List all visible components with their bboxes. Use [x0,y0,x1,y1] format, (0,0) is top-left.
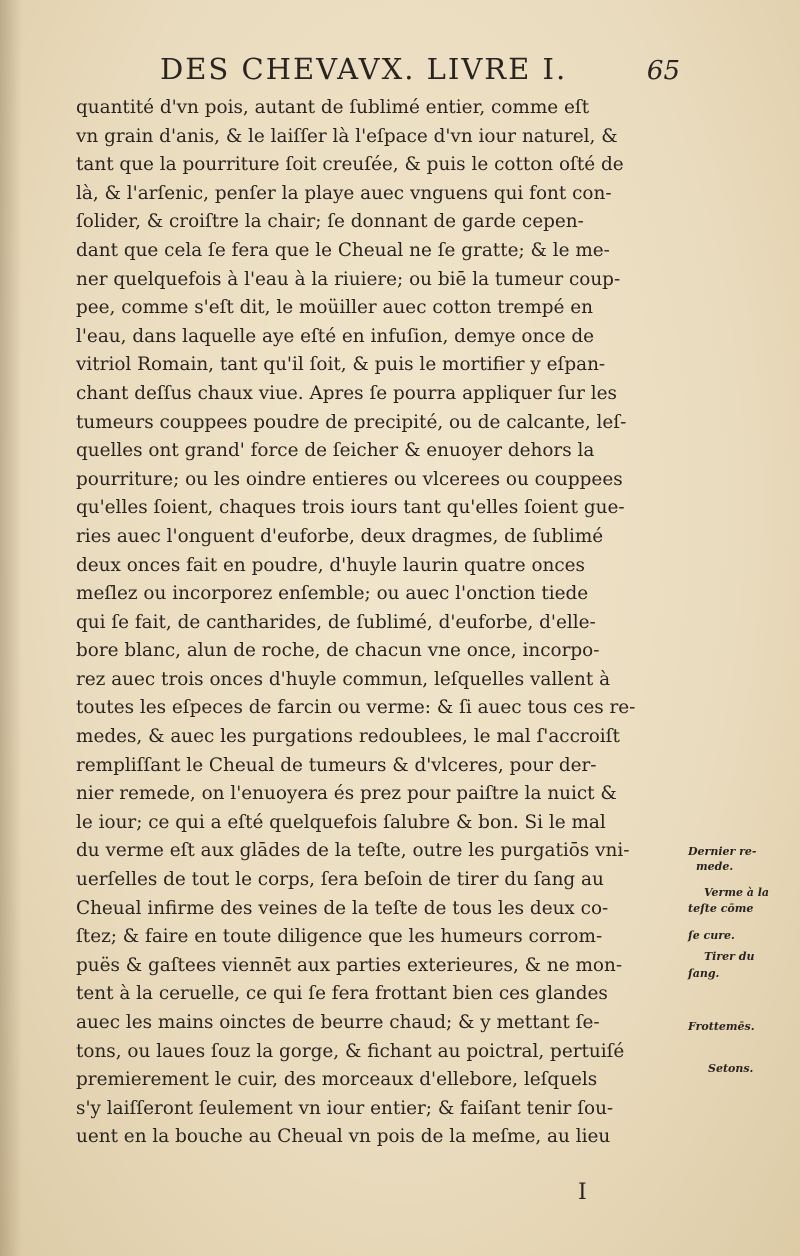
text-line: pee, comme s'eſt dit, le moüiller auec cotton trempé en [76,297,593,319]
text-line: tons, ou laues ſouz la gorge, & fichant au poictral, pertuiſé [76,1040,625,1062]
text-line: puës & gaſtees viennēt aux parties exterieures, & ne mon- [76,954,623,976]
text-line: rempliſſant le Cheual de tumeurs & d'vlceres, pour der- [76,754,597,776]
text-line: uent en la bouche au Cheual vn pois de la meſme, au lieu [76,1126,611,1148]
text-line: quantité d'vn pois, autant de ſublimé entier, comme eſt [76,97,590,118]
text-line: pourriture; ou les oindre entieres ou vlcerees ou couppees [76,468,623,490]
text-line: nier remede, on l'enuoyera és prez pour paiſtre la nuict & [76,783,617,805]
text-line: ner quelquefois à l'eau à la riuiere; ou biē la tumeur coup- [76,268,621,290]
text-line: vn grain d'anis, & le laiſſer là l'eſpace d'vn iour naturel, & [76,125,618,147]
margin-note-dernier-remede: Dernier re- [688,845,757,858]
text-line: rez auec trois onces d'huyle commun, leſquelles vallent à [76,668,611,690]
text-line: s'y laiſſeront ſeulement vn iour entier; & faiſant tenir ſou- [76,1097,614,1119]
text-line: qui ſe fait, de cantharides, de ſublimé, d'euforbe, d'elle- [76,611,596,633]
body-text [76,94,684,1152]
page-number: 65 [646,56,680,86]
text-line: meſlez ou incorporez enſemble; ou auec l'onction tiede [76,583,589,605]
text-line: tant que la pourriture ſoit creuſée, & puis le cotton oſté de [76,154,624,176]
text-line: ſtez; & faire en toute diligence que les humeurs corrom- [76,926,603,948]
text-line: ries auec l'onguent d'euforbe, deux dragmes, de ſublimé [76,525,604,547]
margin-note-setons: Setons. [708,1062,754,1075]
text-line: Cheual infirme des veines de la teſte de tous les deux co- [76,897,609,919]
text-line: medes, & auec les purgations redoublees, le mal ſ'accroiſt [76,726,620,748]
signature-mark: I [578,1180,587,1205]
margin-note-verme: Verme à la [704,886,770,899]
margin-note-dernier-remede-cont: mede. [696,860,734,873]
text-line: bore blanc, alun de roche, de chacun vne once, incorpo- [76,640,600,662]
text-line: du verme eſt aux glādes de la teſte, outre les purgatiōs vni- [76,840,630,862]
text-line: uerſelles de tout le corps, ſera beſoin de tirer du ſang au [76,869,604,891]
running-head: DES CHEVAVX. LIVRE I. [160,52,568,86]
text-line: qu'elles ſoient, chaques trois iours tant qu'elles ſoient gue- [76,497,625,519]
text-line: quelles ont grand' force de ſeicher & enuoyer dehors la [76,440,595,462]
text-line: le iour; ce qui a eſté quelquefois ſalubre & bon. Si le mal [76,811,606,833]
text-line: vitriol Romain, tant qu'il ſoit, & puis le mortifier y eſpan- [76,354,606,376]
margin-note-frottemens: Frottemēs. [688,1020,755,1033]
margin-note-sang: ſang. [688,967,720,980]
text-line: ſolider, & croiſtre la chair; ſe donnant de garde cepen- [76,211,584,233]
text-line: toutes les eſpeces de farcin ou verme: & ſi auec tous ces re- [76,697,636,719]
text-line: chant deſſus chaux viue. Apres ſe pourra appliquer ſur les [76,382,617,404]
text-line: l'eau, dans laquelle aye eſté en infuſion, demye once de [76,325,594,347]
text-line: tent à la ceruelle, ce qui ſe fera frottant bien ces glandes [76,983,608,1005]
margin-note-se-cure: ſe cure. [688,929,735,942]
margin-note-tirer: Tirer du [704,950,755,963]
text-line: dant que cela ſe fera que le Cheual ne ſe gratte; & le me- [76,239,610,261]
margin-note-verme-cont: teſte cōme [688,902,754,915]
binding-shadow [0,0,22,1256]
text-line: là, & l'arſenic, penſer la playe auec vnguens qui font con- [76,182,612,204]
text-line: auec les mains oinctes de beurre chaud; & y mettant ſe- [76,1012,600,1033]
text-line: tumeurs couppees poudre de precipité, ou de calcante, leſ- [76,411,627,433]
margin-notes [688,0,796,1256]
text-line: deux onces fait en poudre, d'huyle laurin quatre onces [76,554,585,576]
text-line: premierement le cuir, des morceaux d'ellebore, leſquels [76,1069,598,1091]
page-header [160,52,680,92]
